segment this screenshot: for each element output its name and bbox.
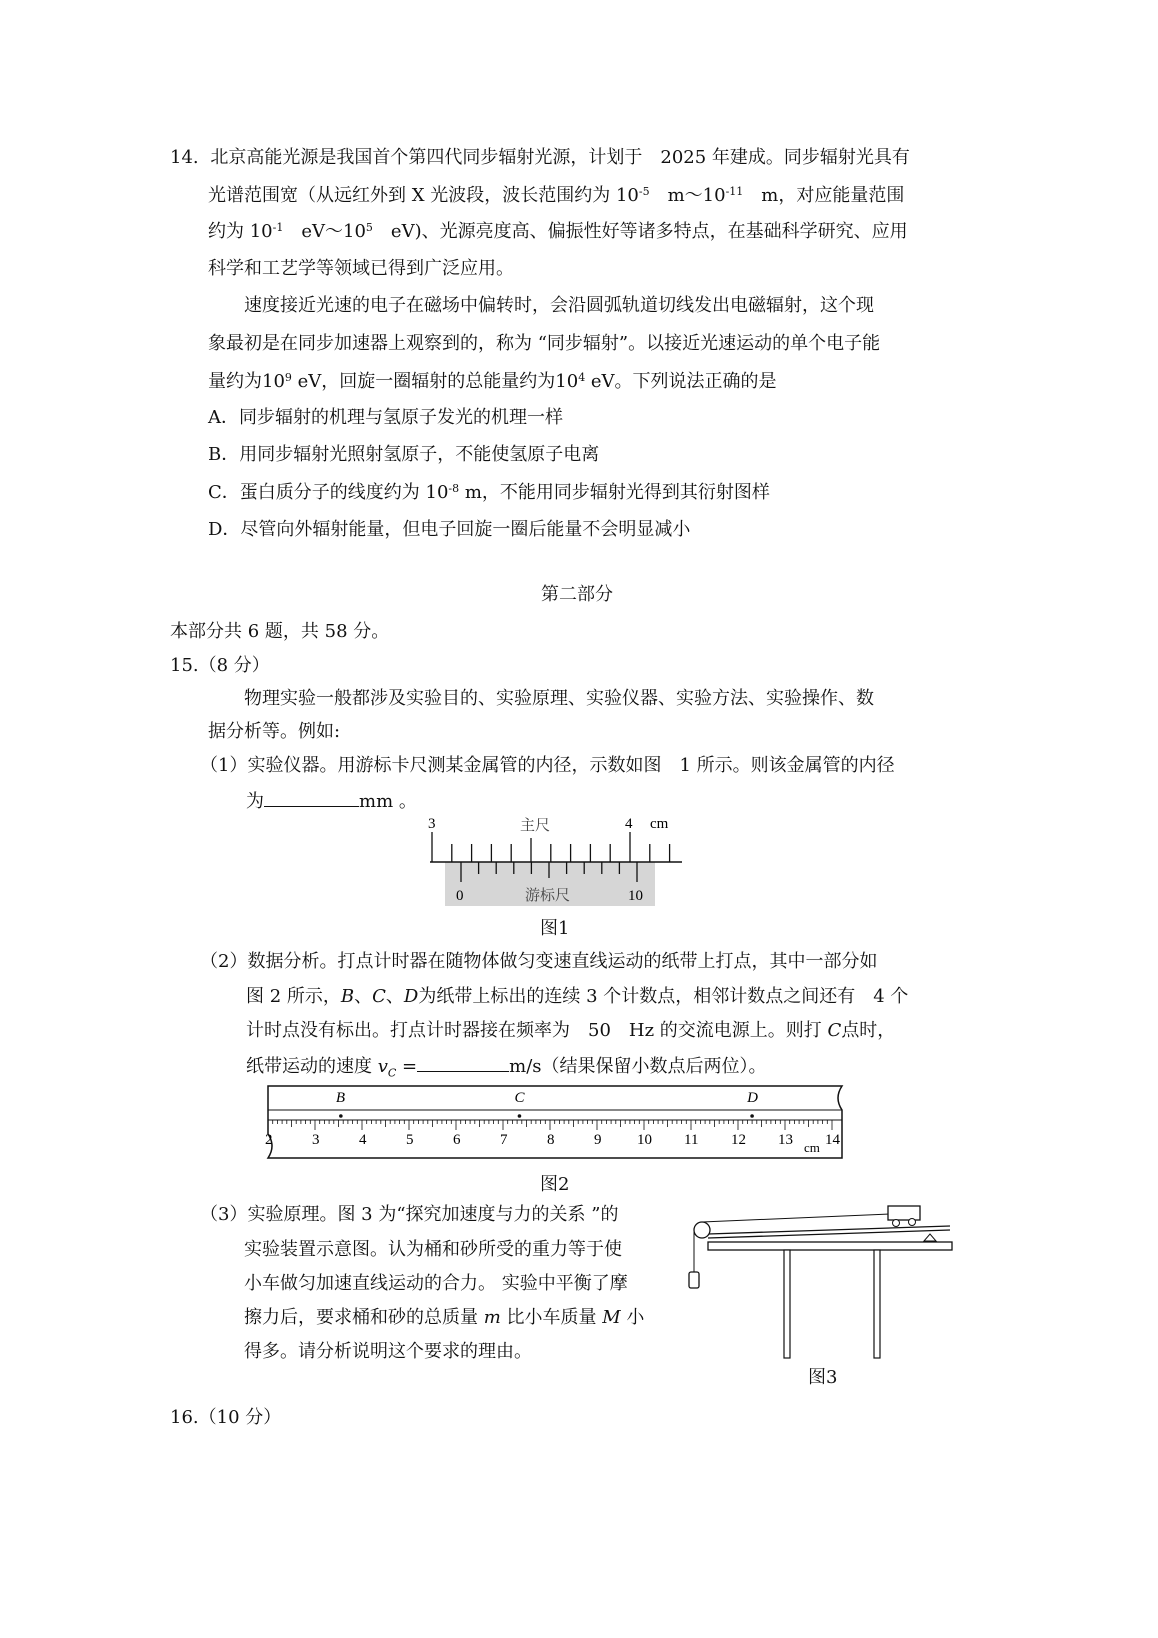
q14-option-c: C．蛋白质分子的线度约为 $10^{-8}$ m，不能用同步辐射光得到其衍射图样 [208, 482, 770, 503]
q15-part3-line-2: 实验装置示意图。认为桶和砂所受的重力等于使 [244, 1239, 622, 1260]
part2-title: 第二部分 [541, 584, 613, 605]
q15-part2-line-2: 图 2 所示，B、C、D为纸带上标出的连续 3 个计数点，相邻计数点之间还有 4 个 [246, 986, 909, 1007]
table-leg-right [874, 1250, 880, 1358]
main-scale-label-3: 3 [428, 816, 436, 832]
answer-blank-diameter[interactable] [264, 788, 359, 807]
q14-line-1: 14. 北京高能光源是我国首个第四代同步辐射光源，计划于 2025 年建成。同步辐射光具有 [170, 147, 910, 168]
figure-2-paper-tape [256, 1080, 852, 1164]
figure-1-caption: 图1 [540, 918, 570, 939]
ruler-tick-label: 4 [359, 1132, 367, 1148]
ruler-tick-label: 2 [265, 1132, 273, 1148]
q15-part2-line-3: 计时点没有标出。打点计时器接在频率为 50 Hz 的交流电源上。则打 C点时， [246, 1020, 896, 1041]
q14-para2-line-1: 速度接近光速的电子在磁场中偏转时，会沿圆弧轨道切线发出电磁辐射，这个现 [244, 295, 874, 316]
ruler-tick-label: 11 [684, 1132, 699, 1148]
counting-point-label: B [335, 1090, 346, 1106]
string [702, 1214, 890, 1222]
inclined-board [708, 1230, 950, 1238]
q14-para2-line-2: 象最初是在同步加速器上观察到的，称为 “同步辐射”。以接近光速运动的单个电子能 [208, 333, 881, 354]
cart-wheel-right [909, 1219, 916, 1226]
vernier-label-10: 10 [628, 888, 643, 904]
q14-line-2: 光谱范围宽（从远红外到 X 光波段，波长范围约为 $10^{-5}$ $m\sim 10^{-11}$ m，对应能量范围 [208, 185, 905, 206]
q15-part3-line-1: （3）实验原理。图 3 为“探究加速度与力的关系 ”的 [200, 1204, 619, 1225]
main-scale-label-4: 4 [625, 816, 633, 832]
cart [888, 1206, 920, 1220]
pulley [694, 1222, 710, 1238]
q15-part2-line-1: （2）数据分析。打点计时器在随物体做匀变速直线运动的纸带上打点，其中一部分如 [200, 951, 878, 972]
wedge [924, 1234, 936, 1241]
ruler-tick-label: 13 [778, 1132, 793, 1148]
answer-blank-velocity[interactable] [417, 1053, 509, 1072]
q15-header: 15.（8 分） [170, 655, 270, 676]
q15-part1-line-2: 为 mm 。 [246, 788, 417, 814]
figure-3-apparatus [680, 1200, 960, 1360]
q14-option-a: A．同步辐射的机理与氢原子发光的机理一样 [208, 407, 563, 428]
q14-number: 14. [170, 147, 199, 168]
part2-intro: 本部分共 6 题，共 58 分。 [170, 621, 390, 642]
main-scale-unit: cm [650, 816, 669, 832]
counting-point-label: C [514, 1090, 525, 1106]
vernier-label-0: 0 [456, 888, 464, 904]
q14-option-d: D．尽管向外辐射能量，但电子回旋一圈后能量不会明显减小 [208, 519, 691, 540]
table-leg-left [784, 1250, 790, 1358]
main-scale-ticks [432, 832, 670, 862]
ruler-tick-label: 10 [637, 1132, 652, 1148]
ruler-tick-label: 12 [731, 1132, 746, 1148]
q15-intro-line-1: 物理实验一般都涉及实验目的、实验原理、实验仪器、实验方法、实验操作、数 [244, 688, 874, 709]
inclined-board-top [708, 1226, 950, 1234]
q15-part3-line-3: 小车做匀加速直线运动的合力。 实验中平衡了摩 [244, 1273, 628, 1294]
q14-line-3: 约为 $10^{-1}$ $eV\sim 10^5$ eV)、光源亮度高、偏振性好等诸多特点，在基础科学研究、应用 [208, 221, 908, 242]
q15-part3-line-5: 得多。请分析说明这个要求的理由。 [244, 1341, 532, 1362]
ruler-tick-label: 3 [312, 1132, 320, 1148]
counting-point-label: D [747, 1090, 758, 1106]
q15-intro-line-2: 据分析等。例如: [208, 721, 341, 742]
main-scale-title: 主尺 [520, 818, 551, 834]
ruler-tick-label: 9 [594, 1132, 602, 1148]
q15-part2-line-4: 纸带运动的速度 $v_C = m/s$（结果保留小数点后两位）。 [246, 1053, 767, 1086]
sand-bucket [689, 1272, 699, 1288]
q15-part3-line-4: 擦力后，要求桶和砂的总质量 m 比小车质量 M 小 [244, 1307, 645, 1328]
table-top [708, 1242, 952, 1250]
ruler-tick-label: 8 [547, 1132, 555, 1148]
ruler-tick-label: 7 [500, 1132, 508, 1148]
q14-para2-line-3: 量约为$10^9$ eV，回旋一圈辐射的总能量约为$10^4$ eV。下列说法正确的是 [208, 371, 777, 392]
counting-point [750, 1114, 754, 1118]
q14-line-4: 科学和工艺学等领域已得到广泛应用。 [208, 258, 514, 279]
vernier-scale-title: 游标尺 [525, 888, 571, 904]
q15-part1-line-1: （1）实验仪器。用游标卡尺测某金属管的内径，示数如图 1 所示。则该金属管的内径 [200, 755, 895, 776]
ruler-unit: cm [804, 1140, 820, 1155]
figure-2-caption: 图2 [540, 1174, 570, 1195]
counting-point [518, 1114, 522, 1118]
ruler-tick-label: 6 [453, 1132, 461, 1148]
ruler-tick-label: 5 [406, 1132, 414, 1148]
cart-wheel-left [893, 1220, 900, 1227]
counting-point [339, 1114, 343, 1118]
q14-option-b: B．用同步辐射光照射氢原子，不能使氢原子电离 [208, 444, 600, 465]
figure-3-caption: 图3 [808, 1367, 838, 1388]
figure-1-vernier-caliper [420, 810, 690, 910]
q16-header: 16.（10 分） [170, 1407, 282, 1428]
ruler-tick-label: 14 [825, 1132, 840, 1148]
